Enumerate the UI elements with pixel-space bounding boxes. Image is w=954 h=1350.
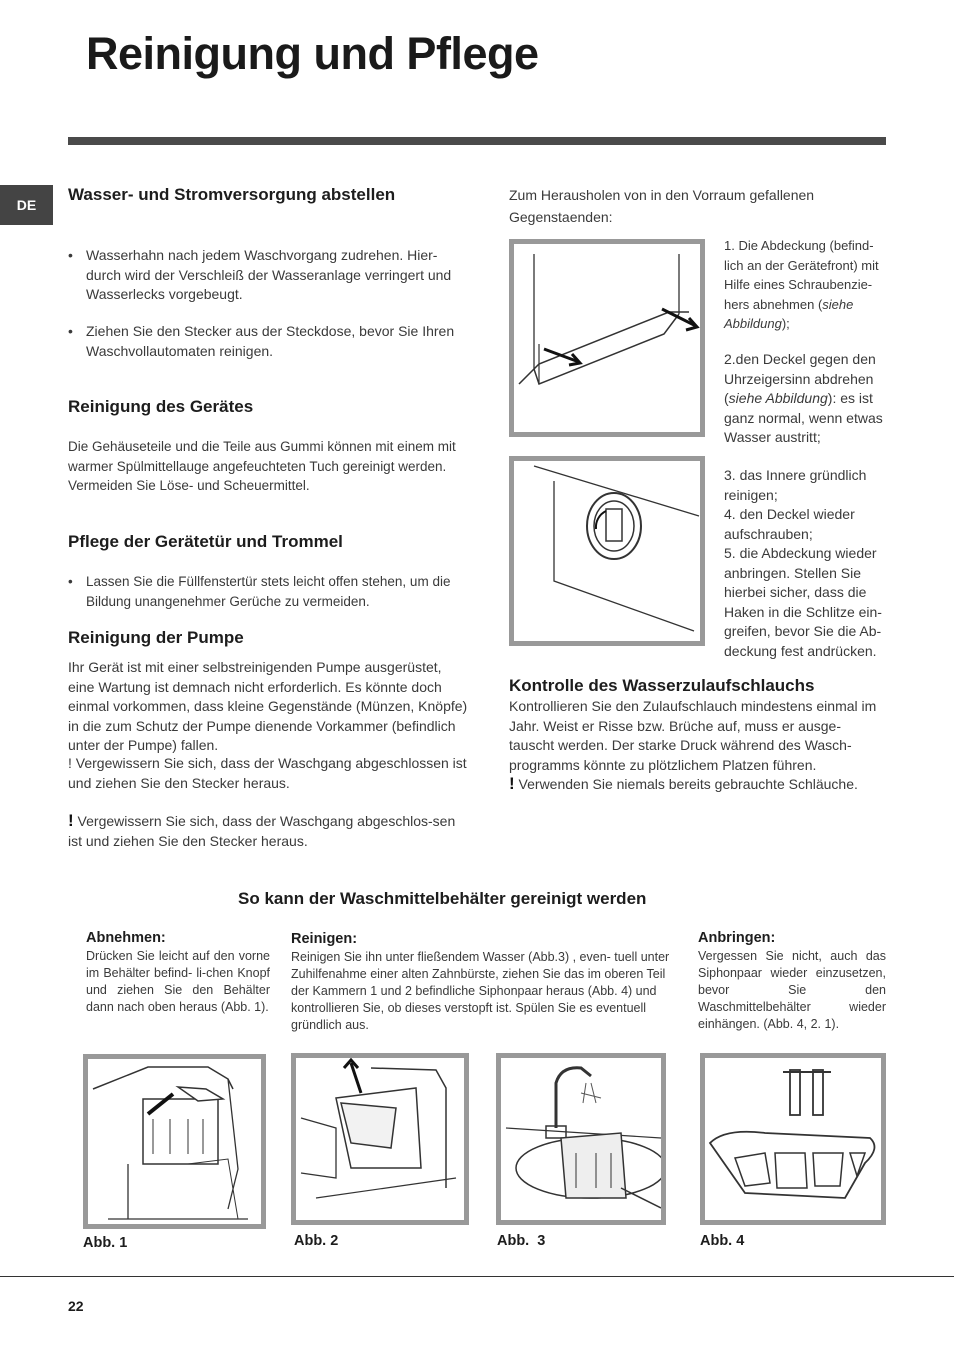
text-pump: Ihr Gerät ist mit einer selbstreinigenden Pumpe ausgerüstet, eine Wartung ist demnach nicht erforderlich. Es könnte doch einmal vorkommen, dass kleine Gegenstände (Münzen, Knöpfe) in die zum Schutz der Pumpe dienende Vorkammer (befindlich unter der Pumpe) fallen. [68,659,468,753]
figure-pump-cover [509,456,705,646]
text-cleaning-device: Die Gehäuseteile und die Teile aus Gummi können mit einem mit warmer Spülmittellauge angefeuchteten Tuch gereinigt werden. Vermeiden Sie Löse- und Scheuermittel. [68,439,456,493]
page-number: 22 [68,1298,84,1314]
heading-pump: Reinigung der Pumpe [68,628,244,647]
heading-water-power: Wasser- und Stromversorgung abstellen [68,185,396,204]
figure-abb-3 [496,1053,666,1225]
text-step-4: 4. den Deckel wieder aufschrauben; [724,506,855,542]
text-step-5: 5. die Abdeckung wieder anbringen. Stellen Sie hierbei sicher, dass die Haken in die Schlitze ein-greifen, bevor Sie die Ab-deckung fest andrücken. [724,545,882,659]
tap-icon [556,1068,591,1128]
warning-hose: ! Verwenden Sie niemals bereits gebrauchte Schläuche. [509,774,858,793]
heading-remove: Abnehmen: [86,930,166,946]
caption-abb-3: Abb. 3 [497,1233,546,1249]
bullet-door-open: • Lassen Sie die Füllfenstertür stets leicht offen stehen, um die Bildung unangenehmer Gerüche zu vermeiden. [68,572,476,611]
cover-removal-illustration [514,244,700,432]
text-attach: Vergessen Sie nicht, auch das Siphonpaar wieder einzusetzen, bevor Sie den Waschmittelbehälter wieder einhängen. (Abb. 4, 2. 1). [698,949,886,1031]
rinse-drawer-illustration [501,1058,661,1220]
heading-clean: Reinigen: [291,931,358,947]
heading-detergent: So kann der Waschmittelbehälter gereinigt werden [238,889,647,908]
pump-cover-illustration [514,461,700,641]
bullet-water-tap: • Wasserhahn nach jedem Waschvorgang zudrehen. Hier-durch wird der Verschleiß der Wasseranlage verringert und Wasserlecks vorgebeugt. [68,246,466,305]
text-clean: Reinigen Sie ihn unter fließendem Wasser (Abb.3) , even- tuell unter Zuhilfenahme einer alten Zahnbürste, ziehen Sie das im oberen Teil der Kammern 1 und 2 befindliche Siphonpaar heraus (Abb. 4) und kontrollieren Sie, ob dieses verstopft ist. Spülen Sie es eventuell gründlich aus. [291,950,670,1032]
caption-abb-4: Abb. 4 [700,1233,745,1249]
text-step-3: 3. das Innere gründlich reinigen; [724,467,867,503]
heading-attach: Anbringen: [698,930,776,946]
siphon-icon [790,1070,800,1115]
caption-abb-2: Abb. 2 [294,1233,339,1249]
arrow-icon [148,1094,173,1114]
figure-abb-1 [83,1054,266,1229]
warning-pump-2: ! Vergewissern Sie sich, dass der Waschgang abgeschlos-sen ist und ziehen Sie den Stecker heraus. [68,811,456,849]
exclamation-mark: ! [509,774,515,793]
figure-abb-4 [700,1053,886,1225]
bullet-unplug: • Ziehen Sie den Stecker aus der Steckdose, bevor Sie Ihren Waschvollautomaten reinigen. [68,322,466,361]
page-title: Reinigung und Pflege [86,28,539,79]
figure-cover-removal [509,239,705,437]
text-step-2: 2.den Deckel gegen den Uhrzeigersinn abdrehen (siehe Abbildung): es ist ganz normal, wenn etwas Wasser austritt; [724,351,883,445]
text-intro-objects: Zum Herausholen von in den Vorraum gefallenen Gegenstaenden: [509,187,815,225]
heading-hose-check: Kontrolle des Wasserzulaufschlauchs [509,676,815,695]
caption-abb-1: Abb. 1 [83,1235,128,1251]
text-hose-check: Kontrollieren Sie den Zulaufschlauch mindestens einmal im Jahr. Weist er Risse bzw. Brüche auf, muss er ausge-tauscht werden. Der starke Druck während des Wasch-programms könnte zu plötzlichem Platzen führen. [509,698,877,773]
text-remove: Drücken Sie leicht auf den vorne im Behälter befind- li-chen Knopf und ziehen Sie den Behälter dann nach oben heraus (Abb. 1). [86,949,270,1014]
warning-pump-1: ! Vergewissern Sie sich, dass der Waschgang abgeschlossen ist und ziehen Sie den Stecker heraus. [68,755,467,791]
figure-abb-2 [291,1053,469,1225]
language-tab: DE [0,185,53,225]
heading-door-drum: Pflege der Gerätetür und Trommel [68,532,343,551]
siphon-remove-illustration [296,1058,464,1220]
text-step-1: 1. Die Abdeckung (befind-lich an der Gerätefront) mit Hilfe eines Schraubenzie-hers abnehmen (siehe Abbildung); [724,238,879,331]
title-divider [68,137,886,145]
heading-cleaning-device: Reinigung des Gerätes [68,397,254,416]
siphon-pair-illustration [705,1058,881,1220]
exclamation-mark: ! [68,811,74,830]
footer-divider [0,1276,954,1277]
drawer-remove-illustration [88,1059,261,1224]
